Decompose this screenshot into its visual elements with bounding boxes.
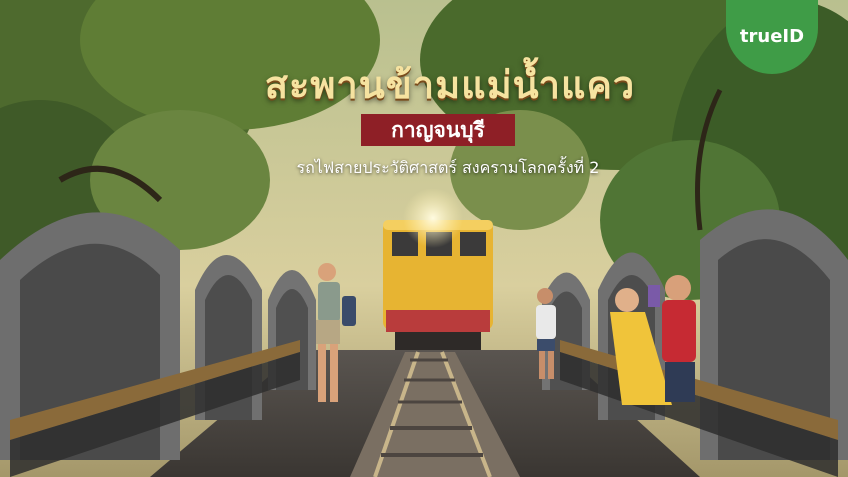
province-badge: กาญจนบุรี <box>361 114 515 146</box>
trueid-logo-text: trueID <box>739 25 805 47</box>
headline-title: สะพานข้ามแม่น้ำแคว <box>264 63 636 107</box>
headline-subtitle: รถไฟสายประวัติศาสตร์ สงครามโลกครั้งที่ 2 <box>296 158 600 177</box>
